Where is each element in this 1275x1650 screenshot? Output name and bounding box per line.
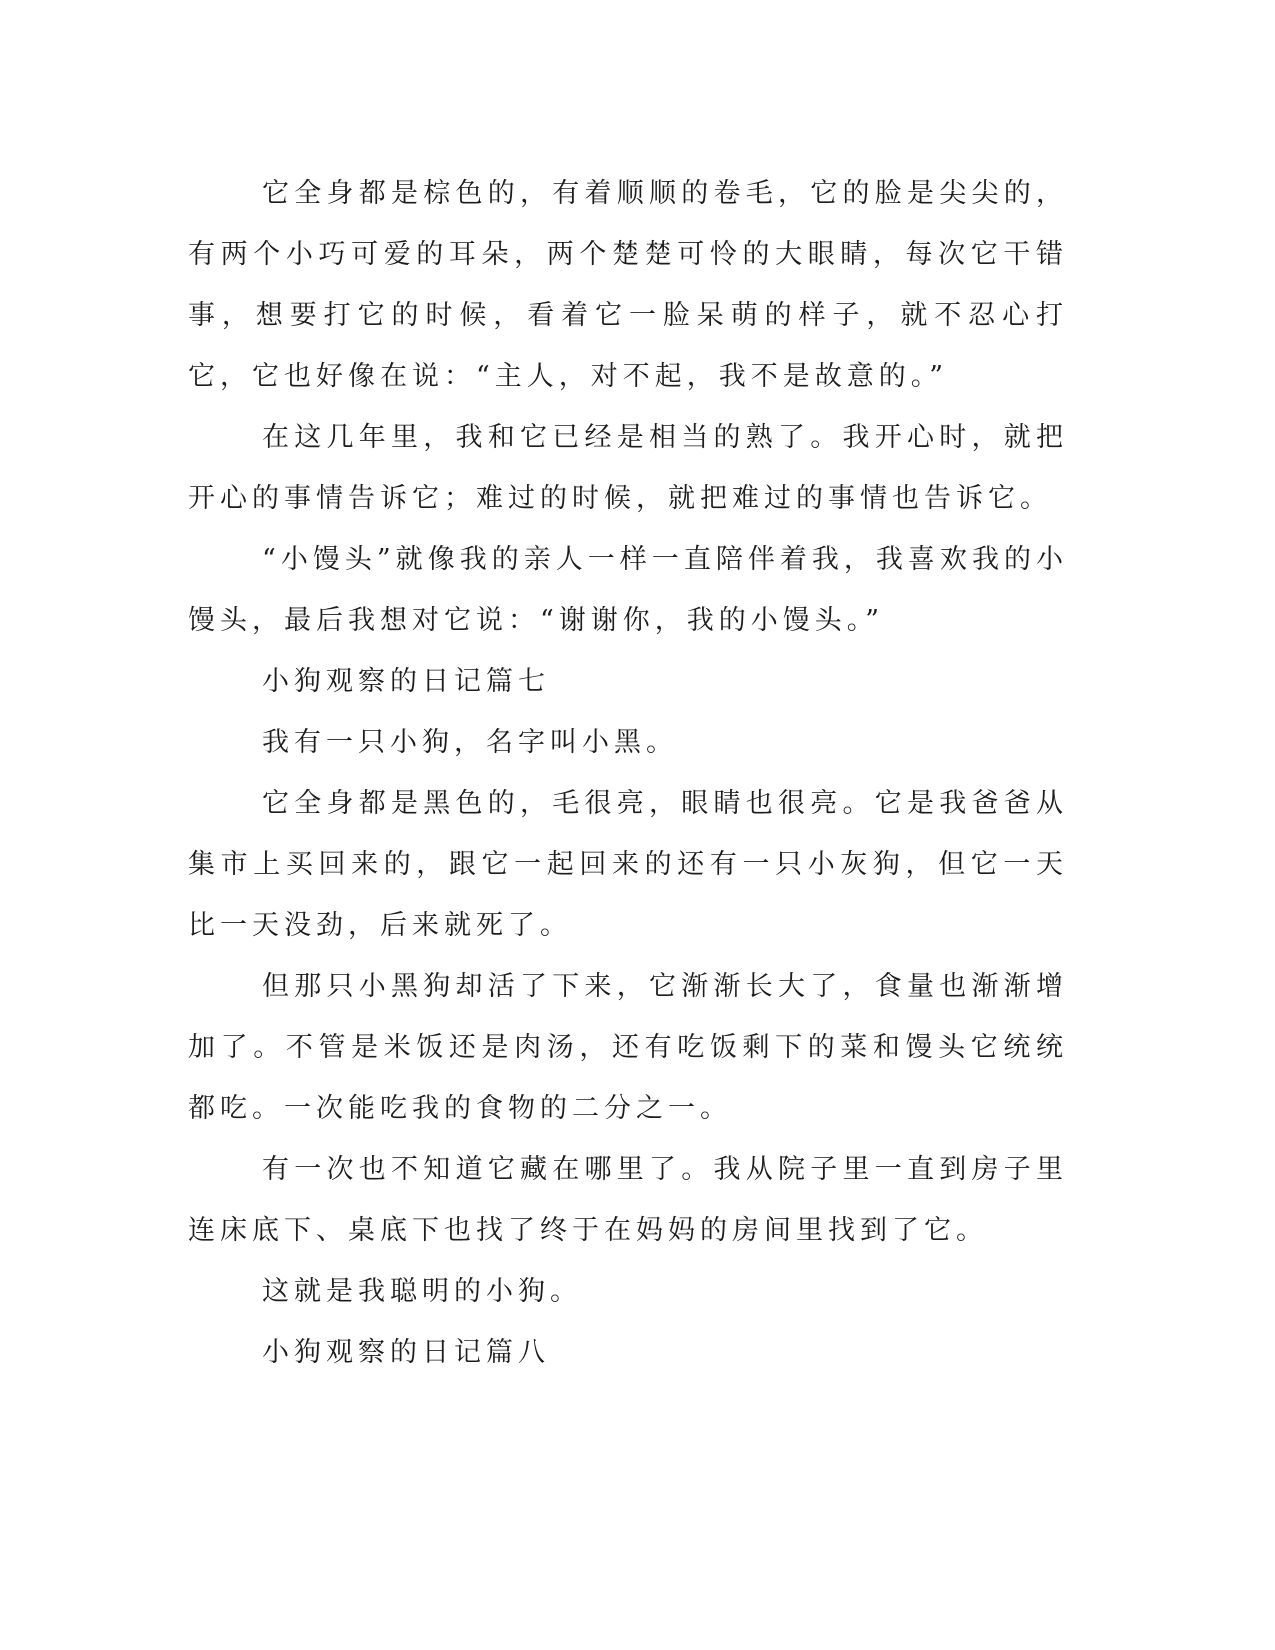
- paragraph-3: “小馒头”就像我的亲人一样一直陪伴着我，我喜欢我的小馒头，最后我想对它说：“谢谢你，我的小馒头。”: [188, 544, 1068, 636]
- paragraph-4: 我有一只小狗，名字叫小黑。: [262, 727, 678, 758]
- paragraph-8: 这就是我聪明的小狗。: [262, 1276, 582, 1307]
- paragraph-2: 在这几年里，我和它已经是相当的熟了。我开心时，就把开心的事情告诉它；难过的时候，就把难过的事情也告诉它。: [188, 422, 1068, 514]
- paragraph-7: 有一次也不知道它藏在哪里了。我从院子里一直到房子里连床底下、桌底下也找了终于在妈妈的房间里找到了它。: [188, 1154, 1068, 1246]
- document-body: [188, 163, 1068, 1383]
- section-heading-7: 小狗观察的日记篇七: [262, 666, 550, 697]
- section-heading-8: 小狗观察的日记篇八: [262, 1337, 550, 1368]
- paragraph-1: 它全身都是棕色的，有着顺顺的卷毛，它的脸是尖尖的，有两个小巧可爱的耳朵，两个楚楚可怜的大眼睛，每次它干错事，想要打它的时候，看着它一脸呆萌的样子，就不忍心打它，它也好像在说：“主人，对不起，我不是故意的。”: [188, 178, 1068, 392]
- paragraph-5: 它全身都是黑色的，毛很亮，眼睛也很亮。它是我爸爸从集市上买回来的，跟它一起回来的还有一只小灰狗，但它一天比一天没劲，后来就死了。: [188, 788, 1068, 941]
- paragraph-6: 但那只小黑狗却活了下来，它渐渐长大了，食量也渐渐增加了。不管是米饭还是肉汤，还有吃饭剩下的菜和馒头它统统都吃。一次能吃我的食物的二分之一。: [188, 971, 1068, 1124]
